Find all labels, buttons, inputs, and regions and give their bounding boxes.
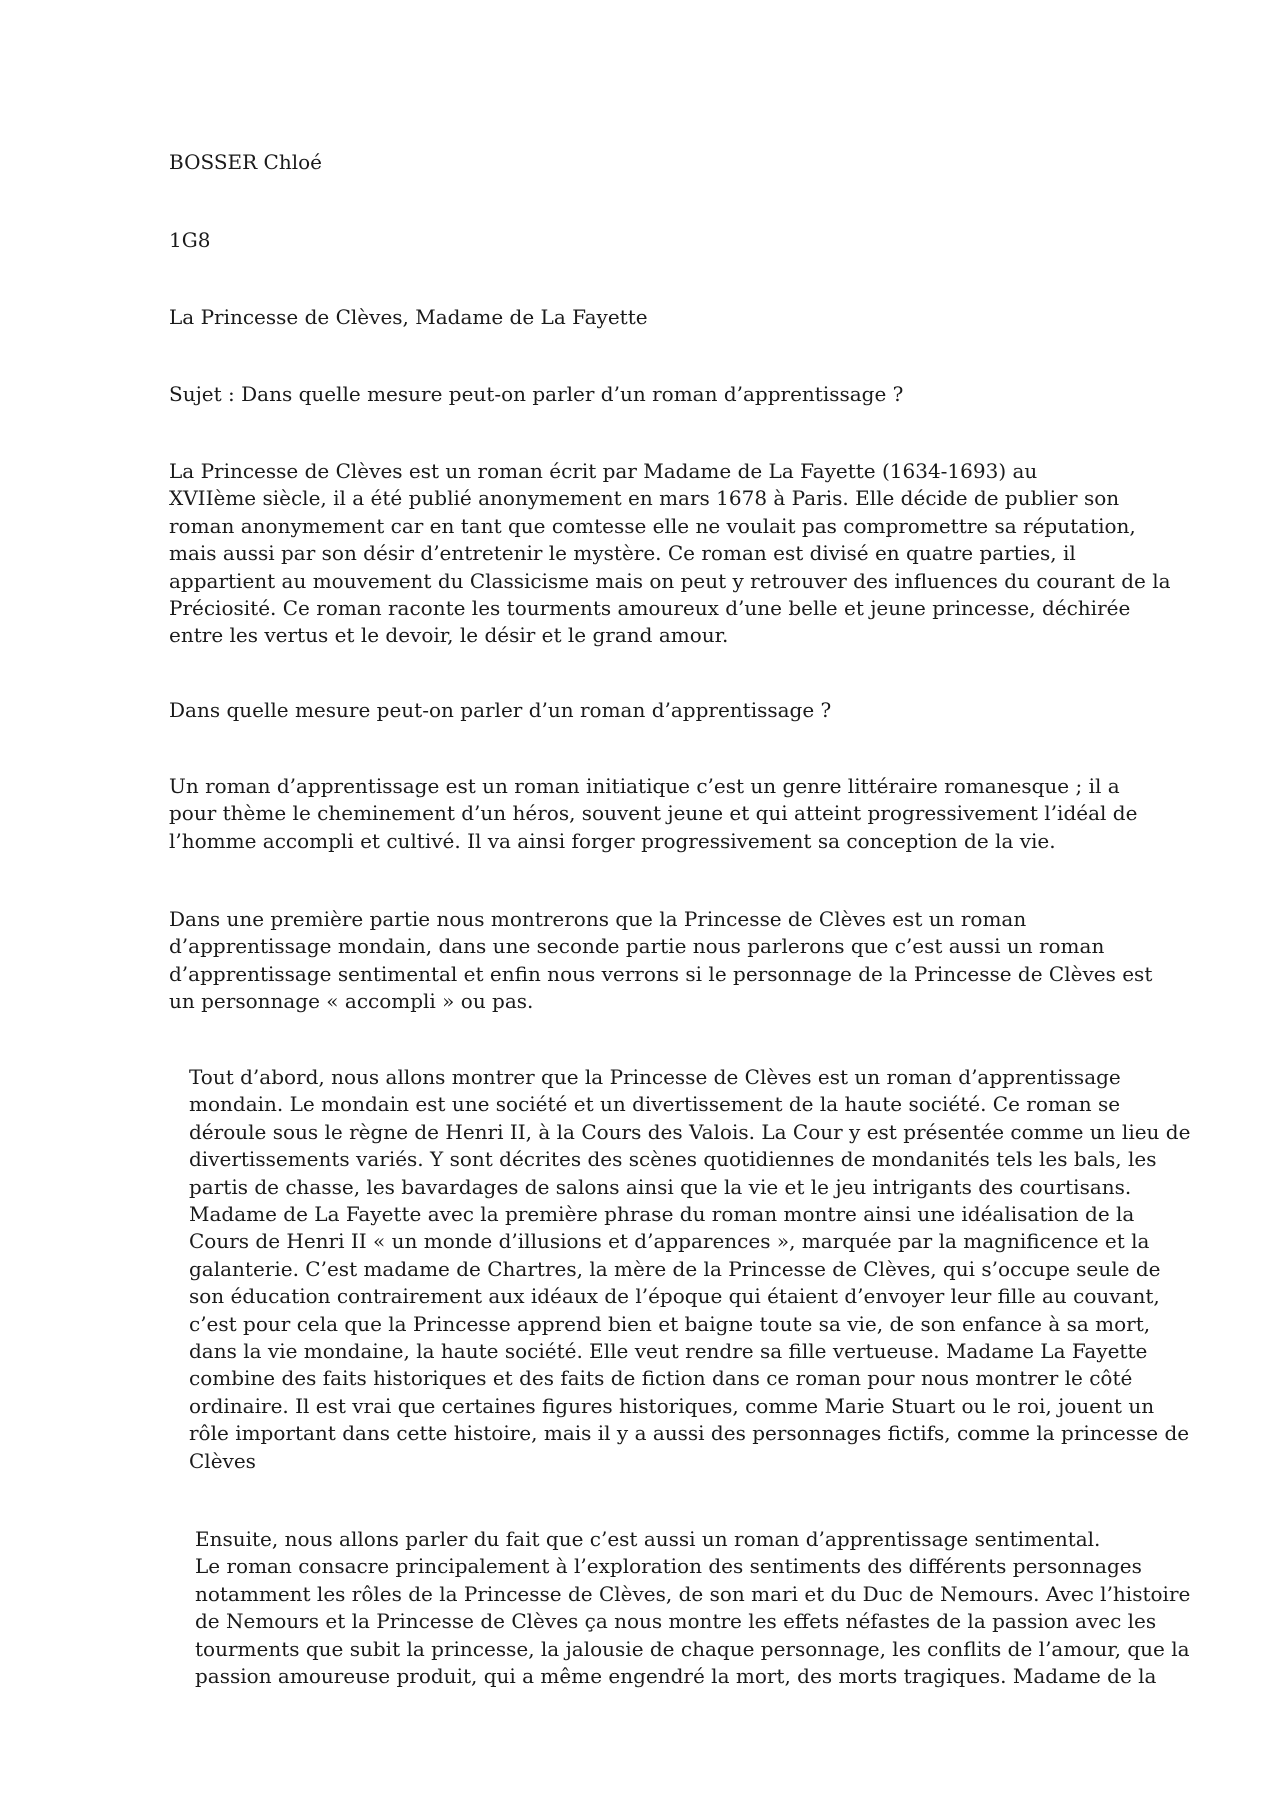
text-line: La Princesse de Clèves est un roman écrit par Madame de La Fayette (1634-1693) au [169, 459, 1038, 483]
text-line: d’apprentissage mondain, dans une seconde partie nous parlerons que c’est aussi un roman [169, 934, 1105, 959]
text-line: combine des faits historiques et des faits de fiction dans ce roman pour nous montrer le côté [189, 1366, 1133, 1391]
text-line: mais aussi par son désir d’entretenir le mystère. Ce roman est divisé en quatre parties, il [169, 541, 1076, 566]
text-line: entre les vertus et le devoir, le désir et le grand amour. [169, 623, 729, 648]
problematic-question: Dans quelle mesure peut-on parler d’un roman d’apprentissage ? [169, 698, 832, 722]
text-line: passion amoureuse produit, qui a même engendré la mort, des morts tragiques. Madame de la [195, 1664, 1157, 1689]
text-line: Dans une première partie nous montrerons que la Princesse de Clèves est un roman [169, 907, 1027, 931]
text-line: dans la vie mondaine, la haute société. Elle veut rendre sa fille vertueuse. Madame La Fayette [189, 1339, 1148, 1364]
text-line: un personnage « accompli » ou pas. [169, 989, 534, 1014]
text-line: Cours de Henri II « un monde d’illusions et d’apparences », marquée par la magnificence et la [189, 1229, 1150, 1254]
text-line: tourments que subit la princesse, la jalousie de chaque personnage, les conflits de l’amour, que la [195, 1636, 1190, 1661]
plan-paragraph [123, 906, 1163, 1016]
text-line: Clèves [189, 1448, 256, 1473]
work-title: La Princesse de Clèves, Madame de La Fayette [169, 305, 648, 329]
text-line: galanterie. C’est madame de Chartres, la mère de la Princesse de Clèves, qui s’occupe seule de [189, 1256, 1161, 1281]
text-line: pour thème le cheminement d’un héros, souvent jeune et qui atteint progressivement l’idéal de [169, 801, 1138, 826]
text-line: Tout d’abord, nous allons montrer que la Princesse de Clèves est un roman d’apprentissage [189, 1065, 1121, 1089]
definition-paragraph [123, 773, 1163, 855]
text-line: Préciosité. Ce roman raconte les tourments amoureux d’une belle et jeune princesse, déchirée [169, 596, 1131, 621]
text-line: partis de chasse, les bavardages de salons ainsi que la vie et le jeu intrigants des courtisans. [189, 1174, 1132, 1199]
text-line: Madame de La Fayette avec la première phrase du roman montre ainsi une idéalisation de la [189, 1202, 1135, 1227]
part-one-paragraph [123, 1064, 1191, 1475]
author-name: BOSSER Chloé [169, 150, 322, 174]
text-line: XVIIème siècle, il a été publié anonymement en mars 1678 à Paris. Elle décide de publier son [169, 486, 1120, 511]
text-line: ordinaire. Il est vrai que certaines figures historiques, comme Marie Stuart ou le roi, jouent un [189, 1393, 1155, 1418]
introduction-paragraph [123, 458, 1171, 650]
essay-subject: Sujet : Dans quelle mesure peut-on parler d’un roman d’apprentissage ? [169, 382, 904, 406]
text-line: Ensuite, nous allons parler du fait que c’est aussi un roman d’apprentissage sentimental. [195, 1527, 1101, 1551]
text-line: divertissements variés. Y sont décrites des scènes quotidiennes de mondanités tels les bals, les [189, 1147, 1157, 1172]
text-line: l’homme accompli et cultivé. Il va ainsi forger progressivement sa conception de la vie. [169, 828, 1056, 853]
text-line: déroule sous le règne de Henri II, à la Cours des Valois. La Cour y est présentée comme un lieu de [189, 1119, 1191, 1144]
text-line: c’est pour cela que la Princesse apprend bien et baigne toute sa vie, de son enfance à sa mort, [189, 1311, 1151, 1336]
text-line: Un roman d’apprentissage est un roman initiatique c’est un genre littéraire romanesque ; il a [169, 774, 1120, 798]
part-two-paragraph [123, 1526, 1191, 1690]
text-line: rôle important dans cette histoire, mais il y a aussi des personnages fictifs, comme la princesse de [189, 1421, 1190, 1446]
text-line: Le roman consacre principalement à l’exploration des sentiments des différents personnages [195, 1554, 1142, 1579]
text-line: d’apprentissage sentimental et enfin nous verrons si le personnage de la Princesse de Clèves est [169, 961, 1153, 986]
text-line: son éducation contrairement aux idéaux de l’époque qui étaient d’envoyer leur fille au couvant, [189, 1284, 1160, 1309]
text-line: mondain. Le mondain est une société et un divertissement de la haute société. Ce roman se [189, 1092, 1121, 1117]
text-line: de Nemours et la Princesse de Clèves ça nous montre les effets néfastes de la passion avec les [195, 1609, 1157, 1634]
class-code: 1G8 [169, 228, 211, 252]
text-line: roman anonymement car en tant que comtesse elle ne voulait pas compromettre sa réputation, [169, 513, 1136, 538]
text-line: appartient au mouvement du Classicisme mais on peut y retrouver des influences du courant de la [169, 568, 1171, 593]
text-line: notamment les rôles de la Princesse de Clèves, de son mari et du Duc de Nemours. Avec l’histoire [195, 1581, 1191, 1606]
